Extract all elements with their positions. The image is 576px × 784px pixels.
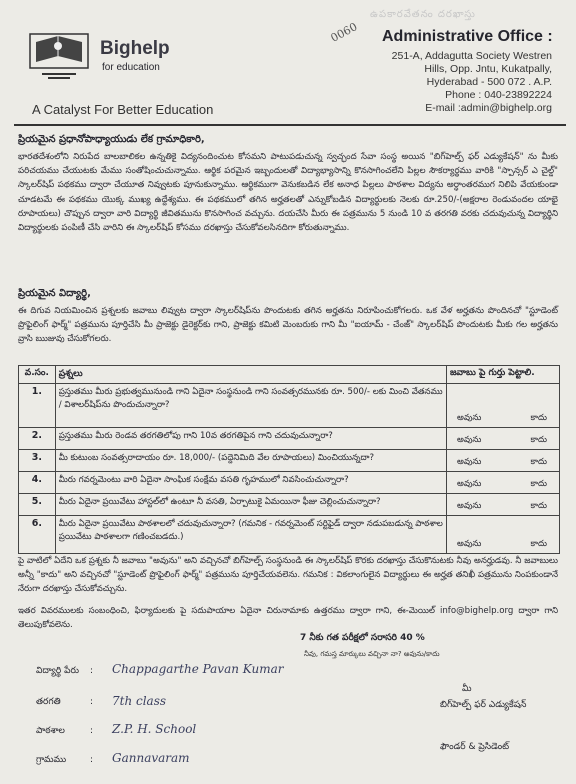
sign-role: ఫౌండర్ & ప్రెసిడెంట్ [440,742,510,752]
header-questions: ప్రశ్నలు [55,366,446,384]
no-option[interactable]: కాదు [530,501,547,511]
eligibility-table [18,365,560,554]
brand-name: Bighelp [100,38,170,59]
school-label: పాఠశాల [36,726,65,736]
no-option[interactable]: కాదు [530,479,547,489]
yes-option[interactable]: అవును [456,413,482,423]
colon: : [90,755,94,765]
bighelp-logo-icon [28,30,90,82]
brand-subtitle: for education [102,62,160,73]
row-number: 2. [19,428,56,450]
header-answer: జవాబు పై గుర్తు పెట్టాలి. [446,366,559,384]
table-header [19,366,560,384]
office-phone: Phone : 040-23892224 [445,89,552,101]
faded-title: ఉపకారవేతనం దరఖాస్తు [370,9,476,20]
table-row [19,516,560,554]
instructions-paragraph: ఈ దిగువ నియమించిన ప్రశ్నలకు జవాబు లివ్వుట ద్వారా స్కాలర్‌షిప్‌ను పొందుటకు తగిన అర్హతను నిరూపించుకోగలరు. ఒక వేళ అర్హతను పొందినచో "స్టూడెంట్ ప్రొఫైలింగ్ ఫార్మ్" పత్రమును పూర్తిచేసి మీ ప్రాజెక్టు డైరెక్టర్‌కు గాని, ప్రాజెక్టు కమిటి మెంబరుకు గాని మీ "ఐయామ్ - చేంజ్" స్కాలర్‌షిప్ పొందుటకు మీకు గల అర్హతను వ్రాసి ఋజువు చేసుకోగలరు. [18,306,558,345]
answer-cell[interactable] [446,472,559,494]
no-option[interactable]: కాదు [530,457,547,467]
salutation-student: ప్రియమైన విద్యార్థి, [18,288,91,299]
marks-answer-note: నీవు, గమస్త మార్కులు వచ్చినా నా? అవును/కాదు [304,650,440,658]
average-marks-question: 7 నీకు గత పరీక్షలో సరాసరి 40 % [300,633,425,643]
class-label: తరగతి [36,697,61,707]
handwritten-number: 0060 [328,20,360,45]
office-address-1: 251-A, Addagutta Society Westren [391,50,552,62]
table-row [19,384,560,428]
student-name-value[interactable]: Chappagarthe Pavan Kumar [112,662,284,676]
yes-option[interactable]: అవును [456,539,482,549]
answer-cell[interactable] [446,494,559,516]
answer-cell[interactable] [446,450,559,472]
colon: : [90,697,94,707]
question-text: మీరు ఏదైనా ప్రయివేటు హాస్టల్‌లో ఉంటూ నీ వసతి, ఏర్పాటుకై ఏమయినా ఫీజు చెల్లించుచున్నారా? [55,494,446,516]
row-number: 1. [19,384,56,428]
question-text: మీరు గవర్నమెంటు వారి ఏదైనా సాంఘిక సంక్షేమ వసతి గృహములో నివసించుచున్నారా? [55,472,446,494]
question-text: మీ కుటుంబ సంవత్సరాదాయం రూ. 18,000/- (పద్దెనిమిది వేల రూపాయలు) మించియున్నదా? [55,450,446,472]
table-row [19,494,560,516]
answer-cell[interactable] [446,428,559,450]
row-number: 5. [19,494,56,516]
row-number: 3. [19,450,56,472]
disqualification-note: పై వాటిలో ఏదేని ఒక ప్రశ్నకు నీ జవాబు "అవును" అని వచ్చినచో బిగ్‌హెల్ప్ సంస్థనుండి ఈ స్కాలర్‌షిప్ కొరకు దరఖాస్తు చేసుకొనుటకు నీవు అనర్హుడవు. నీ జవాబులు అన్నీ "కాదు" అని వచ్చినచో "స్టూడెంట్ ప్రొఫైలింగ్ ఫార్మ్" పత్రమును పూర్తిచేయవలెను. గమనిక : వికలాంగులైన విద్యార్థులు ఈ అర్హత తనిఖీ పత్రమును నింపకుండానే నేరుగా దరఖాస్తు చేసుకోవచ్చును. [18,556,558,595]
village-label: గ్రామము [36,755,67,765]
intro-paragraph: భారతదేశంలోని నిరుపేద బాలబాలికల ఉన్నతికై విద్యనందించుట కోసమని పాటుపడుచున్న స్వచ్ఛంద సేవా సంస్థ అయిన "బిగ్‌హెల్ప్ ఫర్ ఎడ్యుకేషన్" ను మీకు పరిచయము చేయుటకు మేము సంతోషించుచున్నాము. ఆర్థిక పరమైన ఇబ్బందులతో విద్యాభ్యాసాన్ని కొనసాగించలేని పిల్లల సౌకర్యార్థము వారికి "స్పాన్సర్ ఎ చైల్డ్" స్కాలర్‌షిప్ పథకము ద్వారా చేయూత నివ్వుటకు పూనుకున్నాము. ఆర్థికముగా వెనుకబడిన లేక అనాధ పిల్లలు పాఠశాల విద్యను అర్ధాంతరముగ నిలిపి వేయకుండా చూడటమే ఈ పథకము యొక్క ముఖ్య ఉద్దేశ్యము. ఈ పథకములో తగిన అర్హతలతో ఎన్నుకోబడిన విద్యార్థులకు నెలకు రూ.250/-(అక్షరాల రెండువందల యాభై రూపాయలు) చొప్పున ద్వారా వారి విద్యార్థి జీవితమును కొనసాగించ వచ్చును. దయచేసి మీరు ఈ పత్రమును 5 నుండి 10 వ తరగతి వరకు చదువుచున్న విద్యార్థిని విద్యార్థులకు పంపిణీ చేసి వారిని ఈ స్కాలర్‌షిప్ కోసము దరఖాస్తు చేసుకోవలసినదిగా కోరుతున్నాము. [18,152,558,234]
village-value[interactable]: Gannavaram [112,751,190,765]
no-option[interactable]: కాదు [530,435,547,445]
tagline: A Catalyst For Better Education [32,102,214,117]
question-text: ప్రస్తుతము మీరు ప్రభుత్వమునుండి గాని ఏదైనా సంస్థనుండి గాని సంవత్సరమునకు రూ. 500/- లకు మించి వేతనము / విశాలర్‌షిప్‌ను పొందుచున్నారా? [55,384,446,428]
class-value[interactable]: 7th class [112,694,167,708]
office-email: E-mail :admin@bighelp.org [425,102,552,114]
table-row [19,428,560,450]
yes-option[interactable]: అవును [456,457,482,467]
yes-option[interactable]: అవును [456,479,482,489]
header-serial: వ.సం. [19,366,56,384]
answer-cell[interactable] [446,516,559,554]
sign-lead: మీ [462,684,472,694]
answer-cell[interactable] [446,384,559,428]
header-divider [14,124,566,126]
school-value[interactable]: Z.P. H. School [112,722,197,736]
row-number: 6. [19,516,56,554]
row-number: 4. [19,472,56,494]
office-address-2: Hills, Opp. Jntu, Kukatpally, [424,63,552,75]
sign-organization: బిగ్‌హెల్ప్ ఫర్ ఎడ్యుకేషన్ [440,700,527,710]
table-row [19,472,560,494]
contact-note: ఇతర వివరములకు సంబంధించి, ఫిర్యాదులకు పై సదుపాయాల ఏదైనా చిరునామాకు ఉత్తరము ద్వారా గాని, ఈ-మెయిల్ info@bighelp.org ద్వారా గాని తెలుపుకోవలెను. [18,606,558,631]
no-option[interactable]: కాదు [530,539,547,549]
yes-option[interactable]: అవును [456,501,482,511]
no-option[interactable]: కాదు [530,413,547,423]
student-name-label: విద్యార్థి పేరు [36,666,79,676]
office-address-3: Hyderabad - 500 072 . A.P. [426,76,552,88]
office-title: Administrative Office : [382,28,553,45]
table-row [19,450,560,472]
question-text: మీరు ఏదైనా ప్రయివేటు పాఠశాలలో చదువుచున్నారా? (గమనిక - గవర్నమెంట్ సర్టిఫైడ్ ద్వారా నడుపబడున్న పాఠశాల ప్రయివేటు పాఠశాలగా గణించబడదు.) [55,516,446,554]
question-text: ప్రస్తుతము మీరు రెండవ తరగతిలోపు గాని 10వ తరగతిపైన గాని చదువుచున్నారా? [55,428,446,450]
salutation-principal: ప్రియమైన ప్రధానోపాధ్యాయుడు లేక గ్రామాధికారి, [18,134,205,145]
yes-option[interactable]: అవును [456,435,482,445]
colon: : [90,726,94,736]
colon: : [90,666,94,676]
